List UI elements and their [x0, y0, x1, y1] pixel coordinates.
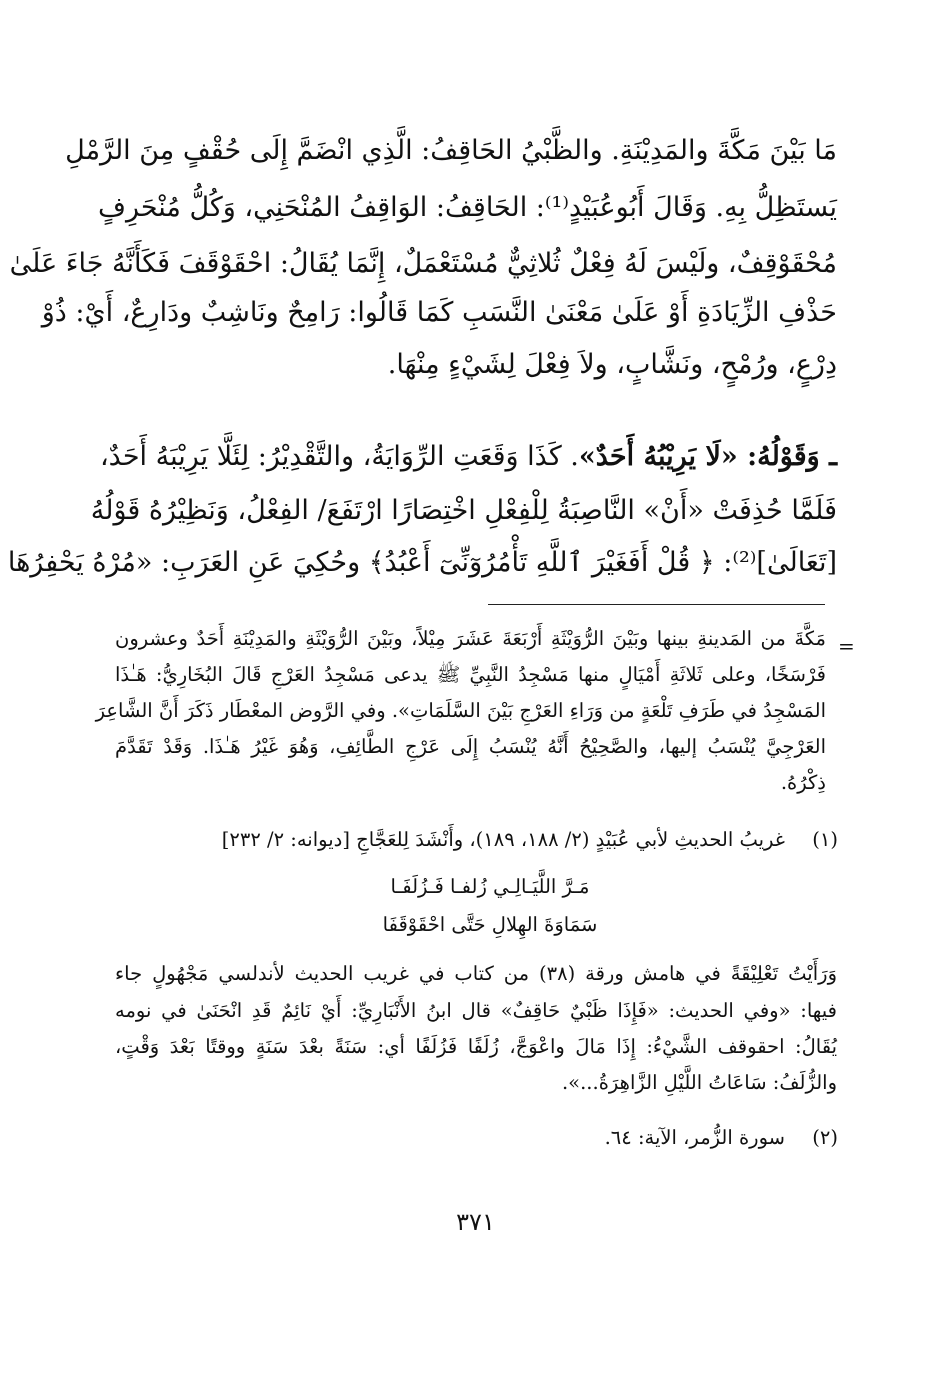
main-line-7: فَلَمَّا حُذِفَتْ «أَنْ» النَّاصِبَةُ لِلْفِعْلِ اخْتِصَارًا ارْتَفَعَ/ الفِعْلُ، وَنَظِيْرُهُ قَوْلُهُ — [90, 495, 837, 526]
footnote-1-line-5: والزُّلَفُ: سَاعَاتُ اللَّيْلِ الزَّاهِرَةُ...». — [561, 1071, 837, 1094]
main-line-1: مَا بَيْنَ مَكَّةَ والمَدِيْنَةِ. والظَّبْيُ الحَاقِفُ: الَّذِي انْضَمَّ إِلَى حُقْفٍ مِنَ الرَّمْلِ — [65, 135, 837, 166]
main-line-2: يَستَظِلُّ بِهِ. وَقَالَ أَبُوعُبَيْدٍ⁽¹⁾: الحَاقِفُ: الوَاقِفُ المُنْحَنِي، وَكُلُّ مُنْحَرِفٍ — [97, 192, 837, 223]
fn-cont-line-5: ذِكْرُهُ. — [780, 771, 826, 794]
quoted-phrase: ـ وَقَوْلُهُ: «لَا يَرِيْبُهُ أَحَدٌ» — [578, 441, 837, 472]
main-line-8: [تَعَالَىٰ]⁽²⁾: ﴿ قُلْ أَفَغَيْرَ ٱللَّهِ تَأْمُرُوٓنِّىٓ أَعْبُدُ﴾ وحُكِيَ عَنِ العَرَبِ: «مُرْهُ يَحْفِرُهَا — [7, 547, 837, 578]
footnote-separator — [488, 604, 825, 605]
fn-cont-line-1: مَكَّةَ من المَدينةِ بينها وبَيْنَ الرُّوَيْثَةِ أَرْبَعَةَ عَشَرَ مِيْلاً، وبَيْنَ الرُّوَيْثَةِ والمَدِيْنَةِ أَحَدٌ وعشرون — [115, 627, 826, 650]
main-line-4: حَذْفِ الزِّيَادَةِ أَوْ عَلَىٰ مَعْنَىٰ النَّسَبِ كَمَا قَالُوا: رَامِحٌ ونَاشِبٌ ودَارِعٌ، أَيْ: ذُوْ — [41, 297, 837, 328]
verse-line-2: سَمَاوَةَ الهِلالِ حَتَّى احْقَوْقَفَا — [382, 913, 598, 936]
verse-line-1: مَـرَّ اللَّيَـالِـي زُلفـا فَـزُلَفَـا — [390, 875, 590, 898]
footnote-1-line-2: وَرَأَيْتُ تَعْلِيْقَةً في هامش ورقة (٣٨) من كتاب في غريب الحديث لأندلسي مَجْهُولٍ جاء — [115, 962, 837, 985]
main-line-6-rest: . كَذَا وَقَعَتِ الرِّوَايَةُ، والتَّقْدِيْرُ: لِئَلَّا يَرِيْبَهُ أَحَدٌ، — [99, 441, 579, 472]
footnote-1-line-4: يُقَالُ: احقوقف الشَّيْءُ: إِذَا مَالَ واعْوَجَّ، زُلَفًا فَزُلَفًا أي: سَنَةً بعْدَ سَنَةٍ ووقتًا بَعْدَ وَقْتٍ، — [115, 1035, 837, 1058]
fn-cont-line-4: العَرْجِيَّ يُنْسَبُ إليها، والصَّحِيْحُ أَنَّهُ يُنْسَبُ إِلَى عَرْجِ الطَّائِفِ، وَهُوَ غَيْرُ هَـٰذَا. وَقَدْ تَقَدَّمَ — [115, 735, 826, 758]
footnote-1-number: (١) — [812, 828, 838, 851]
fn-cont-line-3: المَسْجِدُ في طَرَفِ تَلْعَةٍ من وَرَاءِ العَرْجِ بَيْنَ السَّلَمَاتِ». وفي الرَّوض المعْطَار ذَكَرَ أَنَّ الشَّاعِرَ — [95, 699, 826, 722]
footnote-1-line-1: غريبُ الحديثِ لأبي عُبَيْدٍ (٢/ ١٨٨، ١٨٩)، وأَنْشَدَ لِلعَجَّاجِ [ديوانه: ٢/ ٢٣٢] — [221, 828, 785, 851]
footnote-2-text: سورة الزُّمر، الآية: ٦٤. — [604, 1126, 785, 1149]
continuation-marker: = — [838, 634, 855, 658]
footnote-2-number: (٢) — [812, 1126, 838, 1149]
footnote-1-line-3: فيها: «وفي الحديث: «فَإِذَا ظَبْيٌ حَاقِفٌ» قال ابنُ الأَنْبَارِيِّ: أَيْ نَائِمٌ قَدِ انْحَنَىٰ في نومه — [115, 999, 837, 1022]
page-number: ٣٧١ — [456, 1208, 495, 1236]
fn-cont-line-2: فَرْسَخًا، وعلى ثَلاثَةِ أَمْيَالٍ منها مَسْجِدُ النَّبِيِّ ﷺ يدعى مَسْجِدُ العَرْجِ قَالَ البُخَارِيُّ: هَـٰذَا — [115, 663, 826, 686]
main-line-6 — [99, 434, 837, 480]
main-line-5: دِرْعٍ، ورُمْحٍ، ونَشَّابٍ، ولاَ فِعْلَ لِشَيْءٍ مِنْهَا. — [387, 349, 837, 380]
main-line-3: مُحْقَوْقِفٌ، ولَيْسَ لَهُ فِعْلٌ ثُلاثِيٌّ مُسْتَعْمَلٌ، إِنَّمَا يُقَالُ: احْقَوْقَفَ فَكَأَنَّهُ جَاءَ عَلَىٰ — [9, 248, 837, 279]
